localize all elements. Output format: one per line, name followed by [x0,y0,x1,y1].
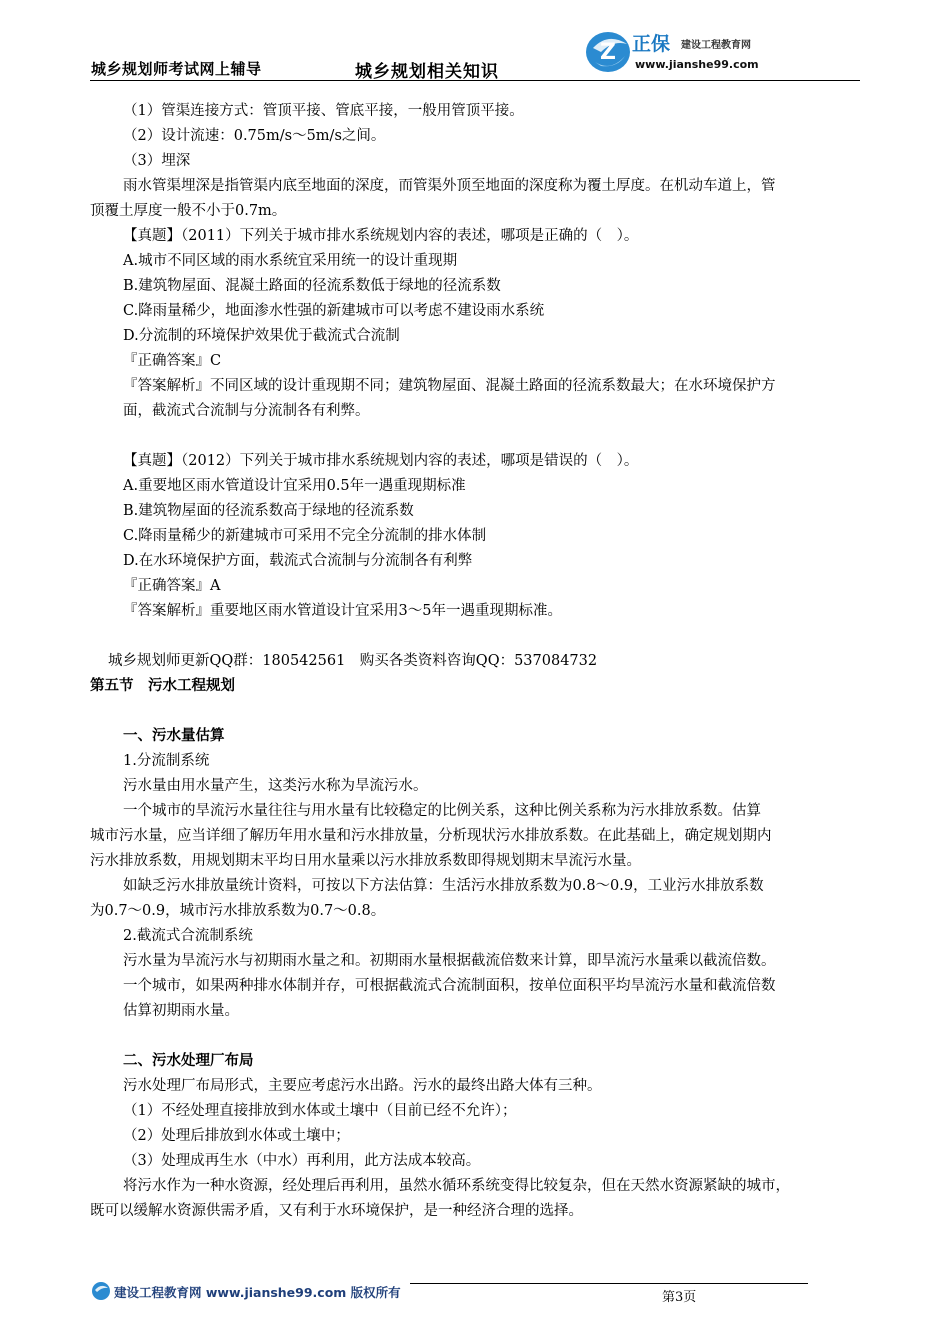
footer-logo-icon [91,1281,111,1301]
paragraph-line: 污水量由用水量产生，这类污水称为旱流污水。 [123,778,428,794]
answer-explanation: 『答案解析』不同区域的设计重现期不同；建筑物屋面、混凝土路面的径流系数最大；在水环境保护方 [123,378,776,394]
answer-explanation: 『答案解析』重要地区雨水管道设计宜采用3～5年一遇重现期标准。 [123,603,562,619]
paragraph-line: 一个城市，如果两种排水体制并存，可根据截流式合流制面积，按单位面积平均旱流污水量和截流倍数 [123,978,776,994]
page-number: 第3页 [662,1290,697,1305]
paragraph-line: 为0.7～0.9，城市污水排放系数为0.7～0.8。 [90,903,386,919]
paragraph-line: 污水处理厂布局形式，主要应考虑污水出路。污水的最终出路大体有三种。 [123,1078,602,1094]
logo-swoosh-icon [583,26,783,80]
list-item: （1）不经处理直接排放到水体或土壤中（目前已经不允许）； [123,1103,517,1119]
text-line: 2.截流式合流制系统 [123,928,253,944]
paragraph-line: 雨水管渠埋深是指管渠内底至地面的深度，而管渠外顶至地面的深度称为覆土厚度。在机动车道上，管 [123,178,776,194]
option-d: D.分流制的环境保护效果优于截流式合流制 [123,328,400,344]
option-d: D.在水环境保护方面，载流式合流制与分流制各有利弊 [123,553,473,569]
footer-rule [410,1283,808,1284]
option-c: C.降雨量稀少的新建城市可采用不完全分流制的排水体制 [123,528,487,544]
header-subject-title: 城乡规划相关知识 [355,62,499,82]
text-line: （3）埋深 [123,153,191,169]
option-a: A.城市不同区域的雨水系统宜采用统一的设计重现期 [123,253,458,269]
paragraph-line: 估算初期雨水量。 [123,1003,239,1019]
subsection-heading: 一、污水量估算 [123,728,225,744]
paragraph-line: 城市污水量，应当详细了解历年用水量和污水排放量，分析现状污水排放系数。在此基础上，确定规划期内 [90,828,772,844]
answer-explanation-cont: 面，截流式合流制与分流制各有利弊。 [123,403,370,419]
subsection-heading: 二、污水处理厂布局 [123,1053,254,1069]
text-line: 1.分流制系统 [123,753,210,769]
paragraph-line: 污水排放系数，用规划期末平均日用水量乘以污水排放系数即得规划期末旱流污水量。 [90,853,641,869]
option-a: A.重要地区雨水管道设计宜采用0.5年一遇重现期标准 [123,478,466,494]
logo-brand-text: 正保 [632,33,671,55]
svg-text:Z: Z [600,40,616,65]
paragraph-line: 既可以缓解水资源供需矛盾，又有利于水环境保护，是一种经济合理的选择。 [90,1203,583,1219]
option-b: B.建筑物屋面的径流系数高于绿地的径流系数 [123,503,414,519]
qq-group-info: 城乡规划师更新QQ群：180542561 购买各类资料咨询QQ：537084732 [108,653,598,669]
logo-url: www.jianshe99.com [635,58,759,71]
option-c: C.降雨量稀少，地面渗水性强的新建城市可以考虑不建设雨水系统 [123,303,545,319]
paragraph-line: 顶覆土厚度一般不小于0.7m。 [90,203,287,219]
footer-copyright: 建设工程教育网 www.jianshe99.com 版权所有 [114,1285,401,1300]
paragraph-line: 污水量为旱流污水与初期雨水量之和。初期雨水量根据截流倍数来计算，即旱流污水量乘以截流倍数。 [123,953,776,969]
header-course-title: 城乡规划师考试网上辅导 [91,60,262,78]
header-rule [90,80,860,81]
logo-subtitle: 建设工程教育网 [681,40,751,51]
paragraph-line: 将污水作为一种水资源，经处理后再利用，虽然水循环系统变得比较复杂，但在天然水资源紧缺的城市， [123,1178,790,1194]
list-item: （2）处理后排放到水体或土壤中； [123,1128,350,1144]
question-stem: 【真题】（2012）下列关于城市排水系统规划内容的表述，哪项是错误的（ ）。 [123,453,639,469]
question-stem: 【真题】（2011）下列关于城市排水系统规划内容的表述，哪项是正确的（ ）。 [123,228,639,244]
option-b: B.建筑物屋面、混凝土路面的径流系数低于绿地的径流系数 [123,278,501,294]
paragraph-line: 如缺乏污水排放量统计资料，可按以下方法估算：生活污水排放系数为0.8～0.9，工业污水排放系数 [123,878,764,894]
text-line: （2）设计流速：0.75m/s～5m/s之间。 [123,128,386,144]
paragraph-line: 一个城市的旱流污水量往往与用水量有比较稳定的比例关系，这种比例关系称为污水排放系数。估算 [123,803,761,819]
correct-answer: 『正确答案』A [123,578,221,594]
list-item: （3）处理成再生水（中水）再利用，此方法成本较高。 [123,1153,481,1169]
section-title: 第五节 污水工程规划 [90,678,235,694]
correct-answer: 『正确答案』C [123,353,222,369]
text-line: （1）管渠连接方式：管顶平接、管底平接，一般用管顶平接。 [123,103,524,119]
